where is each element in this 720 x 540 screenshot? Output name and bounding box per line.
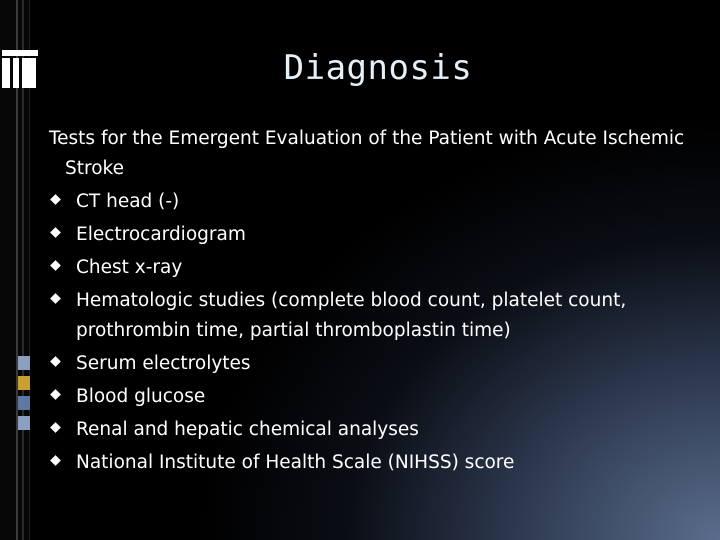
title-accent-mark <box>2 50 38 90</box>
side-accent-block <box>18 356 30 370</box>
side-accent-block <box>18 416 30 430</box>
list-item <box>49 382 689 412</box>
diamond-bullet-icon <box>50 389 61 400</box>
intro-text: Tests for the Emergent Evaluation of the Patient with Acute Ischemic Stroke <box>49 128 685 179</box>
side-accent-marks <box>18 356 30 436</box>
list-item <box>49 220 689 250</box>
diamond-bullet-icon <box>50 455 61 466</box>
slide-body <box>49 124 689 481</box>
list-item-text: Chest x-ray <box>76 257 183 278</box>
list-item-text: Blood glucose <box>76 386 206 407</box>
list-item <box>49 286 689 346</box>
diamond-bullet-icon <box>50 422 61 433</box>
list-item-text: National Institute of Health Scale (NIHSS) score <box>76 452 515 473</box>
list-item <box>49 415 689 445</box>
list-item <box>49 448 689 478</box>
side-accent-block <box>18 376 30 390</box>
slide-title: Diagnosis <box>283 48 473 88</box>
list-item-text: Renal and hepatic chemical analyses <box>76 419 419 440</box>
diamond-bullet-icon <box>50 194 61 205</box>
title-accent-bar <box>2 58 10 88</box>
list-item <box>49 187 689 217</box>
list-item-text: CT head (-) <box>76 191 180 212</box>
diamond-bullet-icon <box>50 356 61 367</box>
list-item <box>49 253 689 283</box>
list-item <box>49 349 689 379</box>
title-accent-bar <box>13 58 19 88</box>
title-accent-bar <box>22 58 36 88</box>
list-item-text: Electrocardiogram <box>76 224 246 245</box>
diamond-bullet-icon <box>50 227 61 238</box>
diamond-bullet-icon <box>50 293 61 304</box>
side-accent-block <box>18 396 30 410</box>
diamond-bullet-icon <box>50 260 61 271</box>
title-accent-bar <box>2 50 38 56</box>
list-item-text: Hematologic studies (complete blood count, platelet count, prothrombin time, partial thromboplastin time) <box>76 290 627 341</box>
list-item-text: Serum electrolytes <box>76 353 251 374</box>
bullet-list <box>49 187 689 478</box>
